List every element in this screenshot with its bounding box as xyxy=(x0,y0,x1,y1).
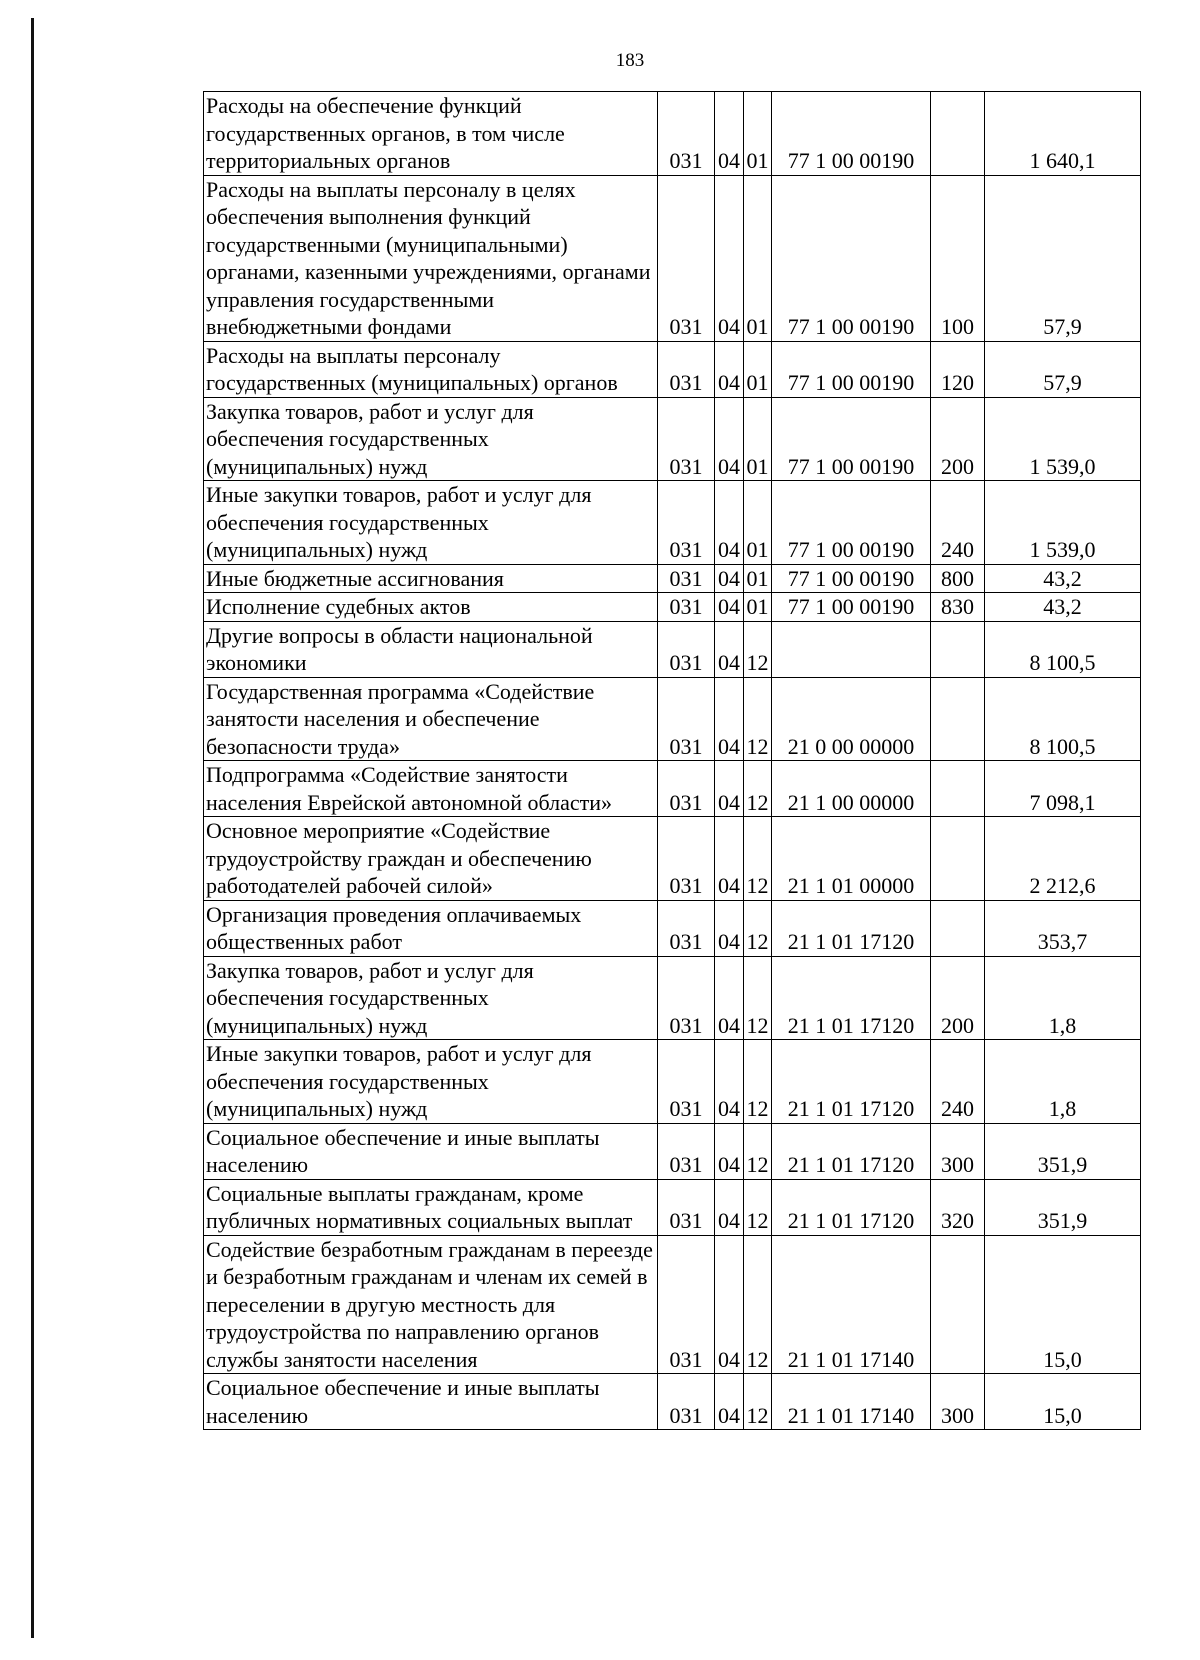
table-row xyxy=(204,564,1141,593)
subsection-code-cell: 12 xyxy=(744,817,772,901)
expense-name-cell: Иные бюджетные ассигнования xyxy=(204,564,658,593)
table-row xyxy=(204,1123,1141,1179)
expense-name-cell: Расходы на обеспечение функций государственных органов, в том числе территориальных органов xyxy=(204,92,658,176)
expense-name-cell: Иные закупки товаров, работ и услуг для обеспечения государственных (муниципальных) нужд xyxy=(204,481,658,565)
section-code-cell: 04 xyxy=(715,761,744,817)
target-article-cell: 77 1 00 00190 xyxy=(772,564,931,593)
section-code-cell: 04 xyxy=(715,677,744,761)
amount-cell: 57,9 xyxy=(985,175,1141,341)
admin-code-cell: 031 xyxy=(658,1179,715,1235)
admin-code-cell: 031 xyxy=(658,956,715,1040)
table-row xyxy=(204,341,1141,397)
table-row xyxy=(204,677,1141,761)
expense-name-cell: Другие вопросы в области национальной экономики xyxy=(204,621,658,677)
admin-code-cell: 031 xyxy=(658,1235,715,1374)
target-article-cell: 21 1 01 17140 xyxy=(772,1235,931,1374)
admin-code-cell: 031 xyxy=(658,341,715,397)
admin-code-cell: 031 xyxy=(658,817,715,901)
section-code-cell: 04 xyxy=(715,175,744,341)
section-code-cell: 04 xyxy=(715,621,744,677)
subsection-code-cell: 12 xyxy=(744,1123,772,1179)
table-row xyxy=(204,956,1141,1040)
table-row xyxy=(204,1040,1141,1124)
expense-name-cell: Социальное обеспечение и иные выплаты населению xyxy=(204,1123,658,1179)
amount-cell: 8 100,5 xyxy=(985,677,1141,761)
expense-type-cell: 800 xyxy=(931,564,985,593)
section-code-cell: 04 xyxy=(715,1235,744,1374)
subsection-code-cell: 12 xyxy=(744,677,772,761)
section-code-cell: 04 xyxy=(715,1040,744,1124)
subsection-code-cell: 01 xyxy=(744,397,772,481)
table-row xyxy=(204,481,1141,565)
expense-type-cell: 830 xyxy=(931,593,985,622)
amount-cell: 15,0 xyxy=(985,1235,1141,1374)
expense-type-cell xyxy=(931,761,985,817)
expense-type-cell: 300 xyxy=(931,1123,985,1179)
amount-cell: 8 100,5 xyxy=(985,621,1141,677)
subsection-code-cell: 01 xyxy=(744,175,772,341)
section-code-cell: 04 xyxy=(715,900,744,956)
expense-type-cell: 200 xyxy=(931,397,985,481)
page-number: 183 xyxy=(615,50,645,71)
target-article-cell: 77 1 00 00190 xyxy=(772,397,931,481)
section-code-cell: 04 xyxy=(715,92,744,176)
budget-table xyxy=(203,91,1141,1430)
admin-code-cell: 031 xyxy=(658,1123,715,1179)
section-code-cell: 04 xyxy=(715,593,744,622)
amount-cell: 1,8 xyxy=(985,1040,1141,1124)
expense-type-cell xyxy=(931,92,985,176)
expense-name-cell: Социальные выплаты гражданам, кроме публичных нормативных социальных выплат xyxy=(204,1179,658,1235)
admin-code-cell: 031 xyxy=(658,1040,715,1124)
subsection-code-cell: 12 xyxy=(744,956,772,1040)
target-article-cell: 21 1 01 17120 xyxy=(772,956,931,1040)
admin-code-cell: 031 xyxy=(658,92,715,176)
expense-name-cell: Социальное обеспечение и иные выплаты населению xyxy=(204,1374,658,1430)
section-code-cell: 04 xyxy=(715,1374,744,1430)
admin-code-cell: 031 xyxy=(658,900,715,956)
target-article-cell: 77 1 00 00190 xyxy=(772,92,931,176)
table-row xyxy=(204,621,1141,677)
expense-type-cell: 200 xyxy=(931,956,985,1040)
subsection-code-cell: 12 xyxy=(744,761,772,817)
expense-name-cell: Иные закупки товаров, работ и услуг для обеспечения государственных (муниципальных) нужд xyxy=(204,1040,658,1124)
expense-type-cell: 300 xyxy=(931,1374,985,1430)
admin-code-cell: 031 xyxy=(658,677,715,761)
subsection-code-cell: 01 xyxy=(744,564,772,593)
target-article-cell: 77 1 00 00190 xyxy=(772,593,931,622)
budget-table-body xyxy=(204,92,1141,1430)
table-row xyxy=(204,1374,1141,1430)
expense-name-cell: Содействие безработным гражданам в переезде и безработным гражданам и членам их семей в переселении в другую местность для трудоустройства по направлению органов службы занятости населения xyxy=(204,1235,658,1374)
subsection-code-cell: 12 xyxy=(744,900,772,956)
target-article-cell: 21 1 00 00000 xyxy=(772,761,931,817)
target-article-cell: 21 1 01 17120 xyxy=(772,1179,931,1235)
admin-code-cell: 031 xyxy=(658,593,715,622)
amount-cell: 353,7 xyxy=(985,900,1141,956)
table-row xyxy=(204,175,1141,341)
subsection-code-cell: 01 xyxy=(744,593,772,622)
expense-name-cell: Подпрограмма «Содействие занятости населения Еврейской автономной области» xyxy=(204,761,658,817)
amount-cell: 15,0 xyxy=(985,1374,1141,1430)
amount-cell: 57,9 xyxy=(985,341,1141,397)
amount-cell: 351,9 xyxy=(985,1123,1141,1179)
section-code-cell: 04 xyxy=(715,397,744,481)
target-article-cell xyxy=(772,621,931,677)
amount-cell: 1,8 xyxy=(985,956,1141,1040)
section-code-cell: 04 xyxy=(715,481,744,565)
amount-cell: 43,2 xyxy=(985,564,1141,593)
admin-code-cell: 031 xyxy=(658,175,715,341)
subsection-code-cell: 12 xyxy=(744,1235,772,1374)
expense-type-cell xyxy=(931,677,985,761)
section-code-cell: 04 xyxy=(715,1179,744,1235)
expense-type-cell xyxy=(931,817,985,901)
expense-type-cell xyxy=(931,900,985,956)
expense-name-cell: Исполнение судебных актов xyxy=(204,593,658,622)
subsection-code-cell: 01 xyxy=(744,92,772,176)
expense-name-cell: Закупка товаров, работ и услуг для обеспечения государственных (муниципальных) нужд xyxy=(204,397,658,481)
subsection-code-cell: 12 xyxy=(744,1374,772,1430)
target-article-cell: 21 1 01 17140 xyxy=(772,1374,931,1430)
table-row xyxy=(204,593,1141,622)
amount-cell: 351,9 xyxy=(985,1179,1141,1235)
admin-code-cell: 031 xyxy=(658,1374,715,1430)
table-row xyxy=(204,397,1141,481)
admin-code-cell: 031 xyxy=(658,481,715,565)
target-article-cell: 77 1 00 00190 xyxy=(772,481,931,565)
table-row xyxy=(204,761,1141,817)
subsection-code-cell: 01 xyxy=(744,481,772,565)
section-code-cell: 04 xyxy=(715,341,744,397)
section-code-cell: 04 xyxy=(715,564,744,593)
expense-type-cell: 120 xyxy=(931,341,985,397)
admin-code-cell: 031 xyxy=(658,397,715,481)
amount-cell: 2 212,6 xyxy=(985,817,1141,901)
target-article-cell: 21 0 00 00000 xyxy=(772,677,931,761)
admin-code-cell: 031 xyxy=(658,761,715,817)
amount-cell: 1 640,1 xyxy=(985,92,1141,176)
expense-type-cell xyxy=(931,621,985,677)
amount-cell: 43,2 xyxy=(985,593,1141,622)
subsection-code-cell: 01 xyxy=(744,341,772,397)
expense-name-cell: Организация проведения оплачиваемых общественных работ xyxy=(204,900,658,956)
amount-cell: 1 539,0 xyxy=(985,397,1141,481)
admin-code-cell: 031 xyxy=(658,564,715,593)
expense-name-cell: Основное мероприятие «Содействие трудоустройству граждан и обеспечению работодателей рабочей силой» xyxy=(204,817,658,901)
table-row xyxy=(204,92,1141,176)
table-row xyxy=(204,1235,1141,1374)
binding-margin-line xyxy=(31,18,34,1638)
amount-cell: 7 098,1 xyxy=(985,761,1141,817)
expense-type-cell: 100 xyxy=(931,175,985,341)
expense-name-cell: Государственная программа «Содействие занятости населения и обеспечение безопасности труда» xyxy=(204,677,658,761)
expense-name-cell: Расходы на выплаты персоналу государственных (муниципальных) органов xyxy=(204,341,658,397)
target-article-cell: 21 1 01 00000 xyxy=(772,817,931,901)
expense-name-cell: Расходы на выплаты персоналу в целях обеспечения выполнения функций государственными (муниципальными) органами, казенными учреждениями, органами управления государственными внебюджетными фондами xyxy=(204,175,658,341)
section-code-cell: 04 xyxy=(715,817,744,901)
expense-name-cell: Закупка товаров, работ и услуг для обеспечения государственных (муниципальных) нужд xyxy=(204,956,658,1040)
expense-type-cell: 240 xyxy=(931,481,985,565)
expense-type-cell xyxy=(931,1235,985,1374)
table-row xyxy=(204,900,1141,956)
target-article-cell: 21 1 01 17120 xyxy=(772,900,931,956)
amount-cell: 1 539,0 xyxy=(985,481,1141,565)
expense-type-cell: 320 xyxy=(931,1179,985,1235)
target-article-cell: 21 1 01 17120 xyxy=(772,1040,931,1124)
section-code-cell: 04 xyxy=(715,1123,744,1179)
admin-code-cell: 031 xyxy=(658,621,715,677)
table-row xyxy=(204,1179,1141,1235)
target-article-cell: 21 1 01 17120 xyxy=(772,1123,931,1179)
target-article-cell: 77 1 00 00190 xyxy=(772,341,931,397)
section-code-cell: 04 xyxy=(715,956,744,1040)
table-row xyxy=(204,817,1141,901)
subsection-code-cell: 12 xyxy=(744,621,772,677)
expense-type-cell: 240 xyxy=(931,1040,985,1124)
subsection-code-cell: 12 xyxy=(744,1179,772,1235)
subsection-code-cell: 12 xyxy=(744,1040,772,1124)
target-article-cell: 77 1 00 00190 xyxy=(772,175,931,341)
